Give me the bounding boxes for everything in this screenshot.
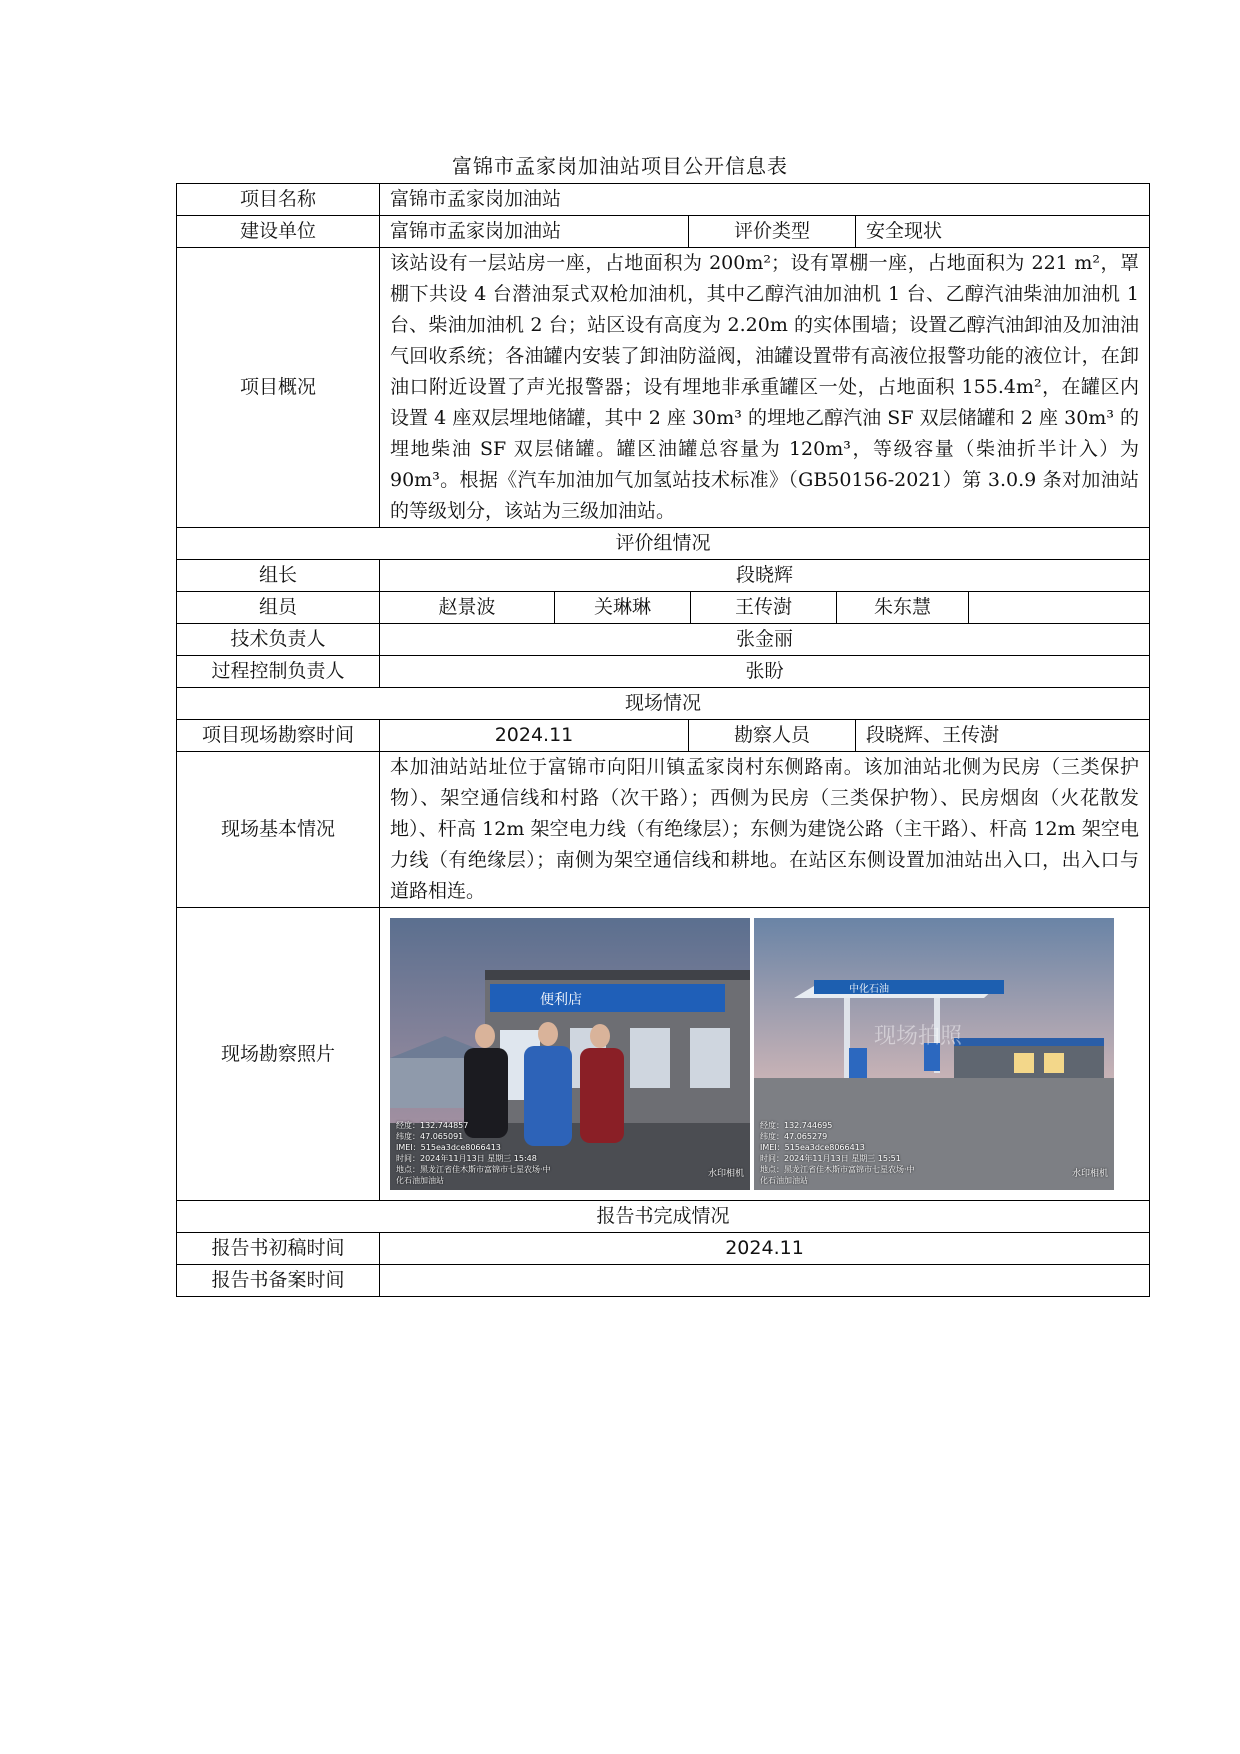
row-report-filing (177, 1265, 1150, 1297)
report-section-heading: 报告书完成情况 (177, 1201, 1150, 1233)
report-filing (380, 1265, 1150, 1297)
shop-sign-text: 便利店 (540, 992, 582, 1008)
report-filing-label: 报告书备案时间 (177, 1265, 380, 1297)
members-label: 组员 (177, 592, 380, 624)
page-title: 富锦市孟家岗加油站项目公开信息表 (452, 154, 788, 178)
member-empty (969, 592, 1149, 623)
member-3: 王传澍 (691, 592, 837, 623)
row-members (177, 592, 1150, 624)
leader-label: 组长 (177, 560, 380, 592)
member-2: 关琳琳 (555, 592, 691, 623)
leader: 段晓辉 (380, 560, 1150, 592)
survey-time: 2024.11 (380, 720, 689, 752)
builder-label: 建设单位 (177, 216, 380, 248)
row-report-section (177, 1201, 1150, 1233)
photo-2-brand: 水印相机 (1071, 1169, 1108, 1179)
row-tech (177, 624, 1150, 656)
project-name: 富锦市孟家岗加油站 (380, 184, 1150, 216)
members-cell (380, 592, 1150, 624)
eval-type-label: 评价类型 (689, 216, 856, 248)
member-1: 赵景波 (380, 592, 555, 623)
report-draft: 2024.11 (380, 1233, 1150, 1265)
project-name-label: 项目名称 (177, 184, 380, 216)
member-4: 朱东慧 (837, 592, 969, 623)
survey-time-label: 项目现场勘察时间 (177, 720, 380, 752)
site-basic-text: 本加油站站址位于富锦市向阳川镇孟家岗村东侧路南。该加油站北侧为民房（三类保护物）、架空通信线和村路（次干路）；西侧为民房（三类保护物）、民房烟囱（火花散发地）、杆高 12m 架空电力线（有绝缘层）；东侧为建饶公路（主干路）、杆高 12m 架空电力线（有绝缘层）；南侧为架空通信线和耕地。在站区东侧设置加油站出入口，出入口与道路相连。 (380, 752, 1150, 908)
survey-staff-label: 勘察人员 (689, 720, 856, 752)
photo-1-watermark: 经度：132.744857 纬度：47.065091 IMEI：515ea3dce8066413 时间：2024年11月13日 星期三 15:48 地点：黑龙江省佳木斯市富锦市七星农场·中 化石油加油站 (396, 1121, 551, 1185)
row-survey-time (177, 720, 1150, 752)
team-section-heading: 评价组情况 (177, 528, 1150, 560)
eval-type: 安全现状 (856, 216, 1150, 248)
overview-text: 该站设有一层站房一座，占地面积为 200m²；设有罩棚一座，占地面积为 221 m²，罩棚下共设 4 台潜油泵式双枪加油机，其中乙醇汽油加油机 1 台、乙醇汽油柴油加油机 1 台、柴油加油机 2 台；站区设有高度为 2.20m 的实体围墙；设置乙醇汽油卸油及加油油气回收系统；各油罐内安装了卸油防溢阀，油罐设置带有高液位报警功能的液位计，在卸油口附近设置了声光报警器；设有埋地非承重罐区一处，占地面积 155.4m²，在罐区内设置 4 座双层埋地储罐，其中 2 座 30m³ 的埋地乙醇汽油 SF 双层储罐和 2 座 30m³ 的埋地柴油 SF 双层储罐。罐区油罐总容量为 120m³，等级容量（柴油折半计入）为 90m³。根据《汽车加油加气加氢站技术标准》（GB50156-2021）第 3.0.9 条对加油站的等级划分，该站为三级加油站。 (380, 248, 1150, 528)
photo-1-brand: 水印相机 (707, 1169, 744, 1179)
photo-2-watermark: 经度：132.744695 纬度：47.065279 IMEI：515ea3dce8066413 时间：2024年11月13日 星期三 15:51 地点：黑龙江省佳木斯市富锦市七星农场·中 化石油加油站 (760, 1121, 915, 1185)
row-process (177, 656, 1150, 688)
row-team-section (177, 528, 1150, 560)
row-photos (177, 908, 1150, 1201)
builder: 富锦市孟家岗加油站 (380, 216, 689, 248)
row-leader (177, 560, 1150, 592)
row-site-basic (177, 752, 1150, 908)
row-project-name (177, 184, 1150, 216)
process-label: 过程控制负责人 (177, 656, 380, 688)
site-basic-label: 现场基本情况 (177, 752, 380, 908)
survey-photo-2 (754, 918, 1114, 1190)
process: 张盼 (380, 656, 1150, 688)
tech-label: 技术负责人 (177, 624, 380, 656)
survey-staff: 段晓辉、王传澍 (856, 720, 1150, 752)
row-builder (177, 216, 1150, 248)
tech: 张金丽 (380, 624, 1150, 656)
overview-label: 项目概况 (177, 248, 380, 528)
site-section-heading: 现场情况 (177, 688, 1150, 720)
survey-photo-1 (390, 918, 750, 1190)
row-overview (177, 248, 1150, 528)
report-draft-label: 报告书初稿时间 (177, 1233, 380, 1265)
row-site-section (177, 688, 1150, 720)
row-report-draft (177, 1233, 1150, 1265)
photo-2-overlay: 现场拍照 (874, 1024, 963, 1049)
photos-label: 现场勘察照片 (177, 908, 380, 1201)
photos-cell (380, 908, 1150, 1201)
canopy-sign-text: 中化石油 (849, 984, 889, 995)
info-table (176, 183, 1150, 1297)
